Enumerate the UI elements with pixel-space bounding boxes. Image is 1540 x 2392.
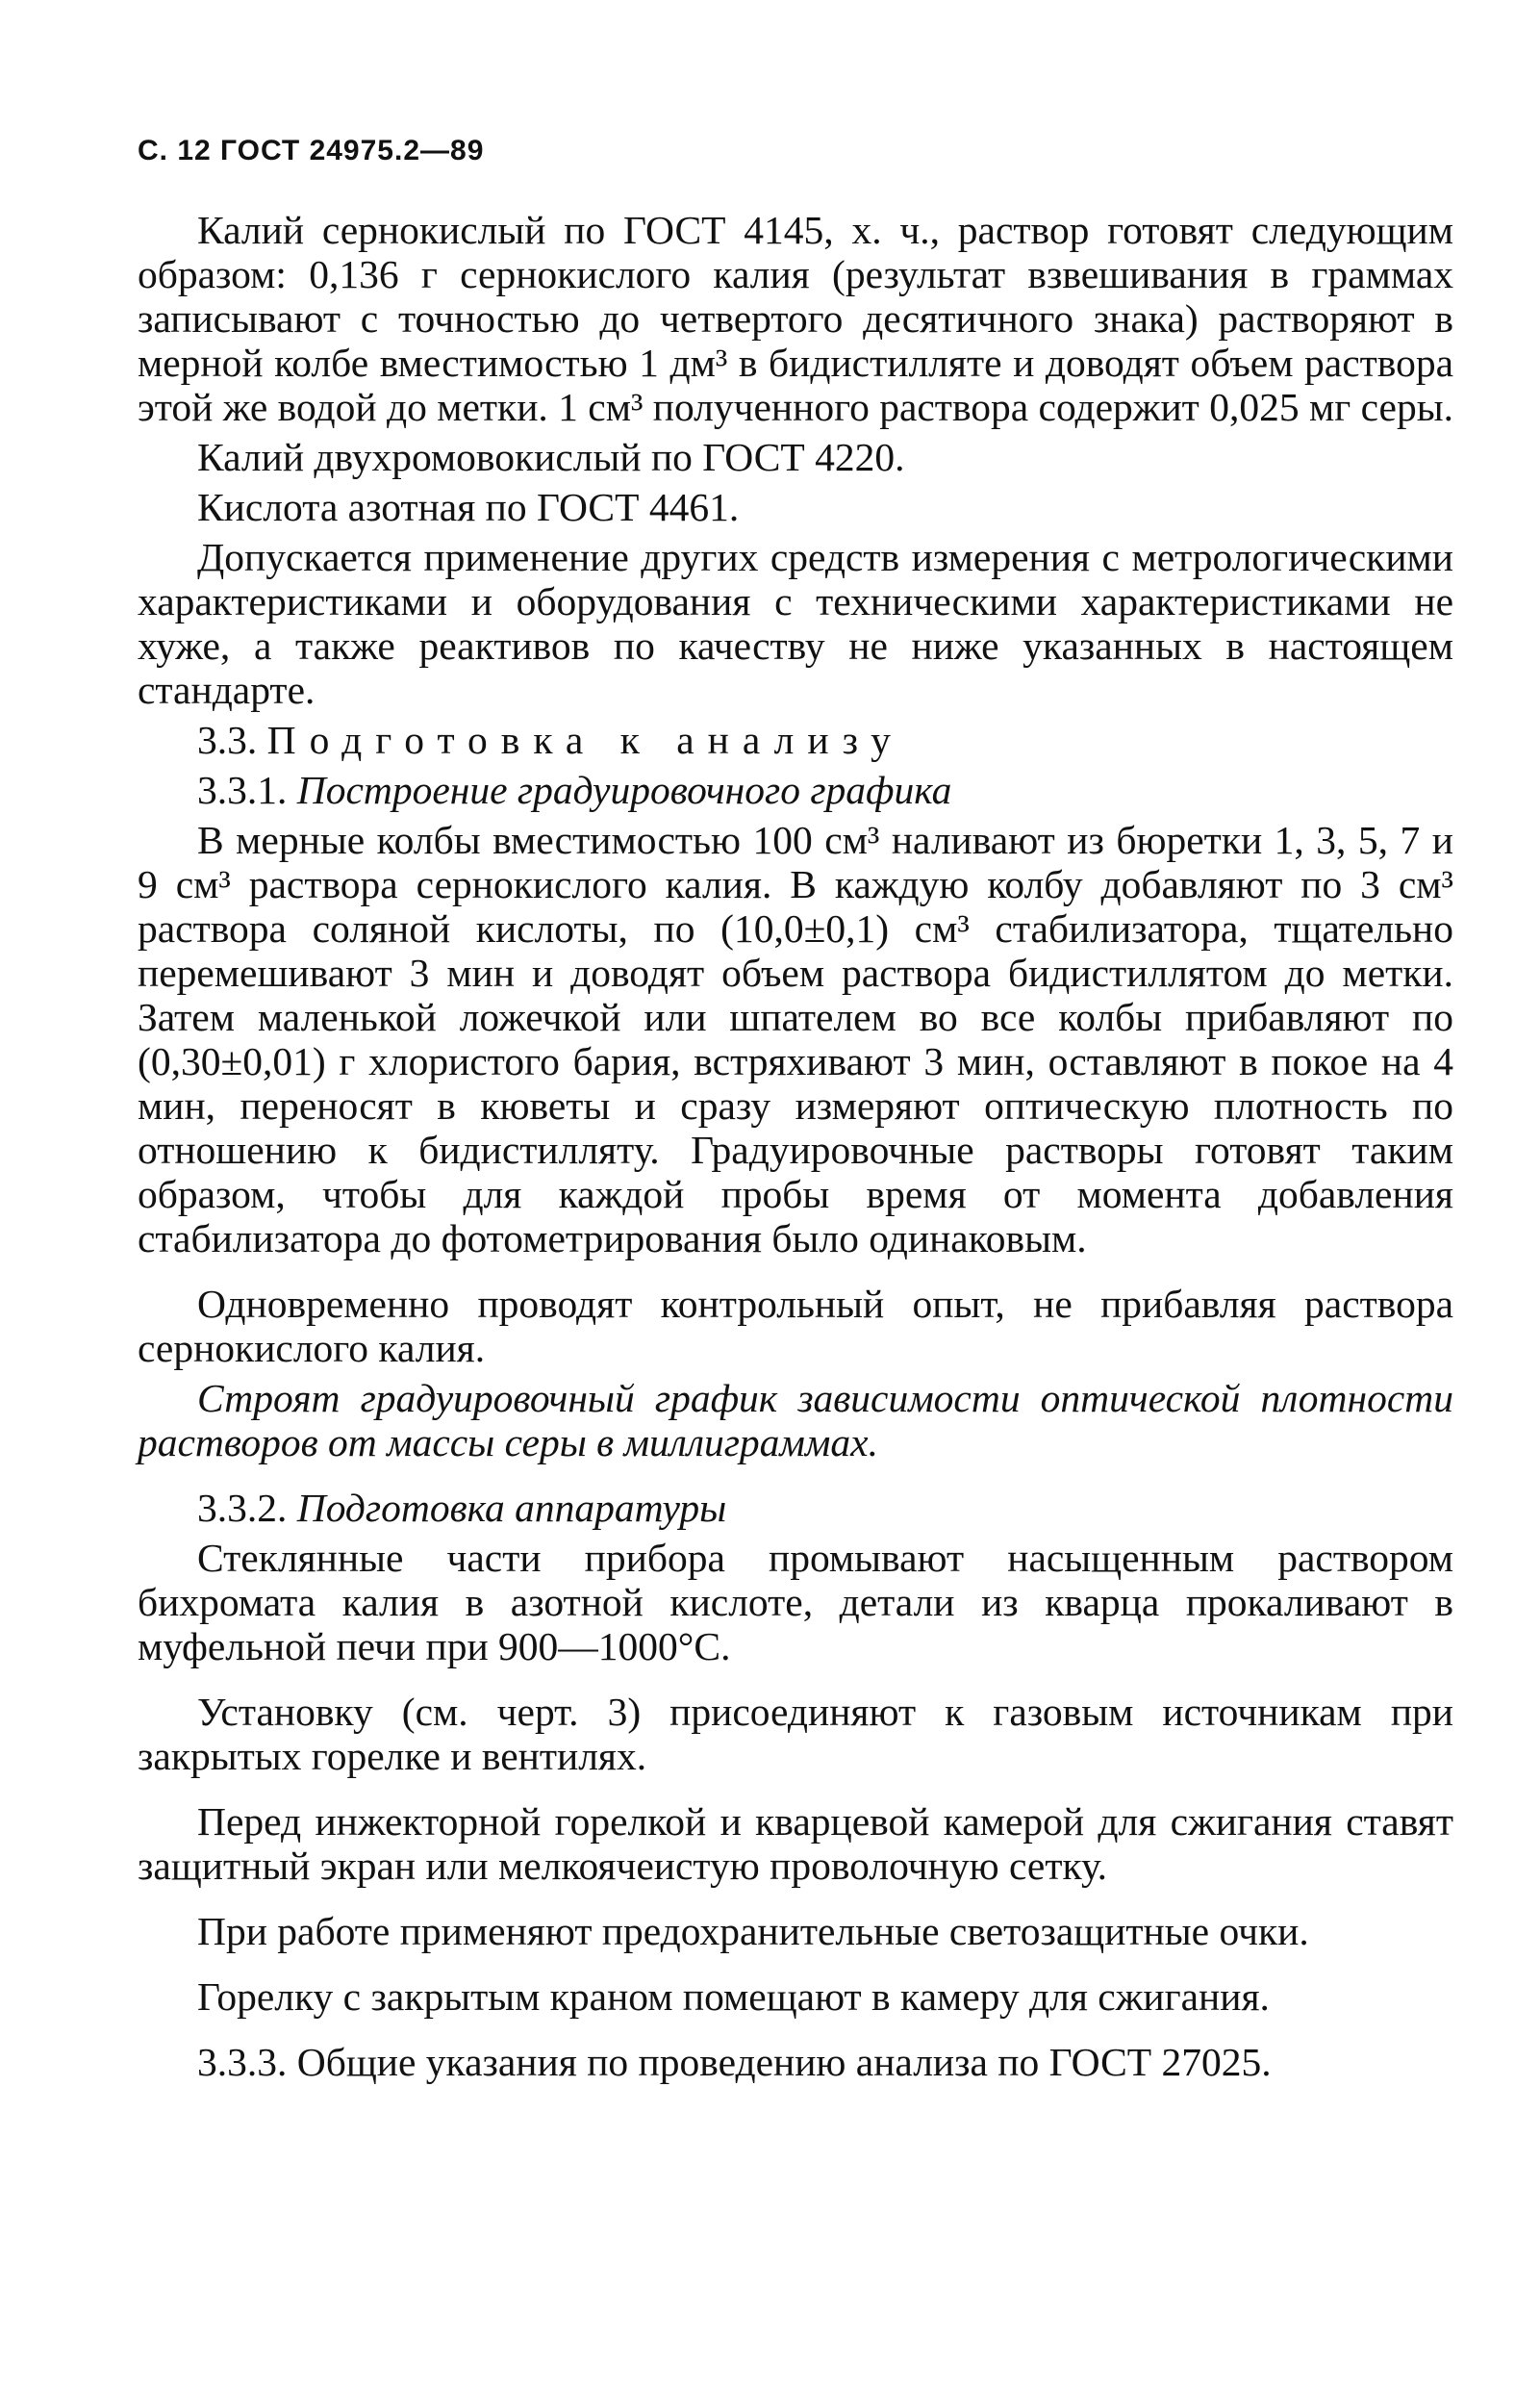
paragraph-glass-parts: Стеклянные части прибора промывают насыщенным раствором бихромата калия в азотной кислоте, детали из кварца прокаливают в муфельной печи при 900—1000°С.	[138, 1536, 1453, 1668]
paragraph-nitric-acid: Кислота азотная по ГОСТ 4461.	[197, 485, 740, 529]
paragraph-calibration-graph	[138, 1376, 1453, 1464]
section-title: Построение градуировочного графика	[296, 768, 952, 812]
paragraph-goggles: При работе применяют предохранительные светозащитные очки.	[197, 1909, 1309, 1953]
document-page	[138, 135, 1453, 2090]
paragraph-general-instructions: 3.3.3. Общие указания по проведению анализа по ГОСТ 27025.	[197, 2040, 1272, 2084]
section-heading-3-3-1	[138, 768, 1453, 812]
paragraph-burner: Горелку с закрытым краном помещают в камеру для сжигания.	[197, 1974, 1270, 2019]
page-header: С. 12 ГОСТ 24975.2—89	[138, 135, 485, 166]
section-title: Подготовка к анализу	[266, 718, 904, 762]
section-title: Подготовка аппаратуры	[296, 1486, 727, 1530]
section-heading-3-3	[138, 718, 1453, 762]
section-number: 3.3.1.	[197, 768, 288, 812]
paragraph-control-test: Одновременно проводят контрольный опыт, не прибавляя раствора сернокислого калия.	[138, 1282, 1453, 1370]
paragraph-potassium-sulfate: Калий сернокислый по ГОСТ 4145, х. ч., раствор готовят следующим образом: 0,136 г сернокислого калия (результат взвешивания в граммах записывают с точностью до четвертого десятичного знака) растворяют в мерной колбе вместимостью 1 дм³ в бидистилляте и доводят объем раствора этой же водой до метки. 1 см³ полученного раствора содержит 0,025 мг серы.	[138, 208, 1453, 429]
paragraph-equipment-note: Допускается применение других средств измерения с метрологическими характеристиками и оборудования с техническими характеристиками не хуже, а также реактивов по качеству не ниже указанных в настоящем стандарте.	[138, 535, 1453, 712]
section-number: 3.3.2.	[197, 1486, 288, 1530]
paragraph-installation: Установку (см. черт. 3) присоединяют к газовым источникам при закрытых горелке и вентилях.	[138, 1690, 1453, 1778]
paragraph-potassium-dichromate: Калий двухромовокислый по ГОСТ 4220.	[197, 435, 905, 479]
paragraph-calibration-procedure: В мерные колбы вместимостью 100 см³ наливают из бюретки 1, 3, 5, 7 и 9 см³ раствора сернокислого калия. В каждую колбу добавляют по 3 см³ раствора соляной кислоты, по (10,0±0,1) см³ стабилизатора, тщательно перемешивают 3 мин и доводят объем раствора бидистиллятом до метки. Затем маленькой ложечкой или шпателем во все колбы прибавляют по (0,30±0,01) г хлористого бария, встряхивают 3 мин, оставляют в покое на 4 мин, переносят в кюветы и сразу измеряют оптическую плотность по отношению к бидистилляту. Градуировочные растворы готовят таким образом, чтобы для каждой пробы время от момента добавления стабилизатора до фотометрирования было одинаковым.	[138, 818, 1453, 1260]
calibration-graph-text: Строят градуировочный график зависимости оптической плотности растворов от массы серы в миллиграммах.	[138, 1376, 1453, 1464]
section-number: 3.3.	[197, 718, 258, 762]
section-heading-3-3-2	[138, 1486, 1453, 1530]
paragraph-protective-screen: Перед инжекторной горелкой и кварцевой камерой для сжигания ставят защитный экран или мелкоячеистую проволочную сетку.	[138, 1799, 1453, 1888]
